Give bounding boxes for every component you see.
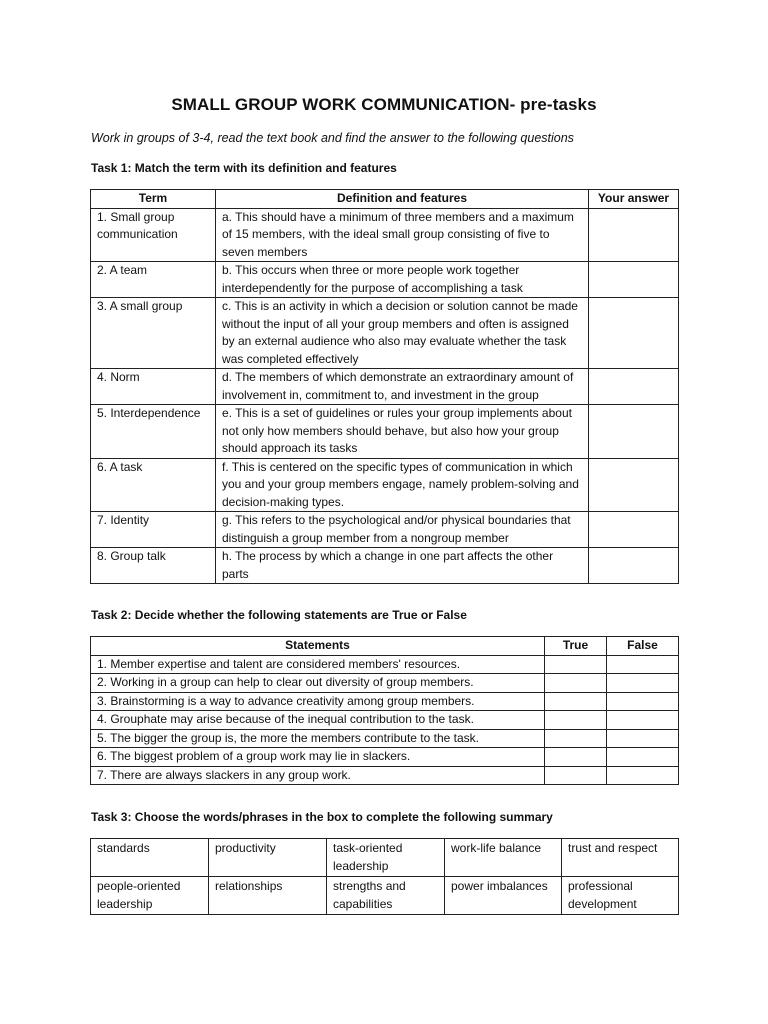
false-cell[interactable]: [607, 766, 679, 785]
false-cell[interactable]: [607, 729, 679, 748]
table-row: [91, 369, 679, 405]
header-definition: Definition and features: [216, 190, 589, 209]
answer-cell[interactable]: [589, 208, 679, 262]
table-row: [91, 692, 679, 711]
answer-cell[interactable]: [589, 405, 679, 459]
table-row: [91, 766, 679, 785]
true-cell[interactable]: [545, 729, 607, 748]
statement-cell: 3. Brainstorming is a way to advance creativity among group members.: [91, 692, 545, 711]
table-row: [91, 729, 679, 748]
instructions: Work in groups of 3-4, read the text book and find the answer to the following questions: [91, 131, 574, 145]
word-cell: strengths and capabilities: [327, 877, 445, 915]
term-cell: 5. Interdependence: [91, 405, 216, 459]
false-cell[interactable]: [607, 692, 679, 711]
table-row: [91, 262, 679, 298]
table-row: [91, 748, 679, 767]
statement-cell: 2. Working in a group can help to clear out diversity of group members.: [91, 674, 545, 693]
task1-table: [90, 189, 679, 584]
page-title: SMALL GROUP WORK COMMUNICATION- pre-tasks: [171, 95, 597, 114]
definition-cell: a. This should have a minimum of three members and a maximum of 15 members, with the ideal small group consisting of five to seven members: [216, 208, 589, 262]
term-cell: 6. A task: [91, 458, 216, 512]
table-row: [91, 655, 679, 674]
false-cell[interactable]: [607, 674, 679, 693]
answer-cell[interactable]: [589, 548, 679, 584]
word-cell: work-life balance: [445, 839, 562, 877]
word-cell: people-oriented leadership: [91, 877, 209, 915]
header-false: False: [607, 637, 679, 656]
term-cell: 8. Group talk: [91, 548, 216, 584]
definition-cell: c. This is an activity in which a decision or solution cannot be made without the input of all your group members and often is assigned by an external audience who also may evaluate whether the task was completed effectively: [216, 298, 589, 369]
answer-cell[interactable]: [589, 458, 679, 512]
term-cell: 1. Small group communication: [91, 208, 216, 262]
definition-cell: e. This is a set of guidelines or rules your group implements about not only how members should behave, but also how your group should approach its tasks: [216, 405, 589, 459]
word-cell: power imbalances: [445, 877, 562, 915]
true-cell[interactable]: [545, 748, 607, 767]
task1-heading: Task 1: Match the term with its definition and features: [91, 161, 397, 175]
word-cell: relationships: [209, 877, 327, 915]
statement-cell: 4. Grouphate may arise because of the inequal contribution to the task.: [91, 711, 545, 730]
word-cell: professional development: [562, 877, 679, 915]
word-cell: task-oriented leadership: [327, 839, 445, 877]
task1-header-row: [91, 190, 679, 209]
term-cell: 7. Identity: [91, 512, 216, 548]
table-row: [91, 512, 679, 548]
word-cell: standards: [91, 839, 209, 877]
table-row: [91, 298, 679, 369]
true-cell[interactable]: [545, 692, 607, 711]
true-cell[interactable]: [545, 711, 607, 730]
true-cell[interactable]: [545, 655, 607, 674]
definition-cell: f. This is centered on the specific types of communication in which you and your group members engage, namely problem-solving and decision-making types.: [216, 458, 589, 512]
definition-cell: h. The process by which a change in one part affects the other parts: [216, 548, 589, 584]
statement-cell: 5. The bigger the group is, the more the members contribute to the task.: [91, 729, 545, 748]
table-row: [91, 674, 679, 693]
statement-cell: 6. The biggest problem of a group work may lie in slackers.: [91, 748, 545, 767]
header-true: True: [545, 637, 607, 656]
true-cell[interactable]: [545, 674, 607, 693]
task2-header-row: [91, 637, 679, 656]
word-box-table: [90, 838, 679, 915]
table-row: [91, 458, 679, 512]
header-your-answer: Your answer: [589, 190, 679, 209]
table-row: [91, 405, 679, 459]
table-row: [91, 839, 679, 877]
true-cell[interactable]: [545, 766, 607, 785]
task2-table: [90, 636, 679, 785]
table-row: [91, 711, 679, 730]
false-cell[interactable]: [607, 748, 679, 767]
definition-cell: b. This occurs when three or more people work together interdependently for the purpose of accomplishing a task: [216, 262, 589, 298]
table-row: [91, 877, 679, 915]
answer-cell[interactable]: [589, 512, 679, 548]
task2-heading: Task 2: Decide whether the following statements are True or False: [91, 608, 467, 622]
term-cell: 4. Norm: [91, 369, 216, 405]
statement-cell: 7. There are always slackers in any group work.: [91, 766, 545, 785]
table-row: [91, 208, 679, 262]
definition-cell: g. This refers to the psychological and/or physical boundaries that distinguish a group member from a nongroup member: [216, 512, 589, 548]
term-cell: 2. A team: [91, 262, 216, 298]
task3-heading: Task 3: Choose the words/phrases in the box to complete the following summary: [91, 810, 553, 824]
header-term: Term: [91, 190, 216, 209]
term-cell: 3. A small group: [91, 298, 216, 369]
answer-cell[interactable]: [589, 369, 679, 405]
word-cell: productivity: [209, 839, 327, 877]
definition-cell: d. The members of which demonstrate an extraordinary amount of involvement in, commitment to, and investment in the group: [216, 369, 589, 405]
table-row: [91, 548, 679, 584]
false-cell[interactable]: [607, 655, 679, 674]
word-cell: trust and respect: [562, 839, 679, 877]
answer-cell[interactable]: [589, 262, 679, 298]
statement-cell: 1. Member expertise and talent are considered members' resources.: [91, 655, 545, 674]
answer-cell[interactable]: [589, 298, 679, 369]
header-statements: Statements: [91, 637, 545, 656]
false-cell[interactable]: [607, 711, 679, 730]
